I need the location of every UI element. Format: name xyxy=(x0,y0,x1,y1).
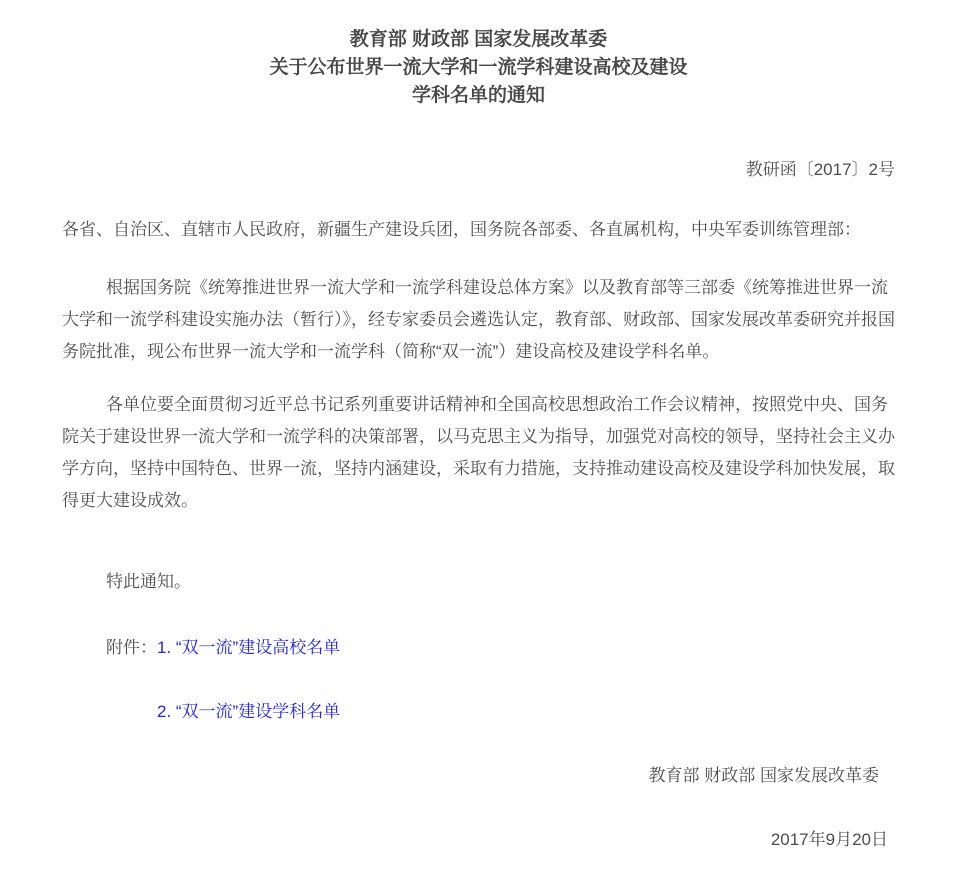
signature: 教育部 财政部 国家发展改革委 xyxy=(648,766,879,785)
attachment-label: 附件： xyxy=(106,638,157,657)
closing-line: 特此通知。 xyxy=(106,572,191,591)
date: 2017年9月20日 xyxy=(770,830,888,849)
doc-title-line-2: 关于公布世界一流大学和一流学科建设高校及建设 xyxy=(269,57,688,78)
attachment-link-disciplines[interactable]: 2. “双一流”建设学科名单 xyxy=(157,702,341,721)
attachment-link-universities[interactable]: 1. “双一流”建设高校名单 xyxy=(157,638,341,657)
doc-title-line-1: 教育部 财政部 国家发展改革委 xyxy=(349,29,608,50)
attachment-line-2 xyxy=(62,696,895,728)
doc-title-line-3: 学科名单的通知 xyxy=(411,85,545,106)
addressee-line: 各省、自治区、直辖市人民政府，新疆生产建设兵团，国务院各部委、各直属机构，中央军委训练管理部： xyxy=(62,220,861,239)
paragraph-requirements: 各单位要全面贯彻习近平总书记系列重要讲话精神和全国高校思想政治工作会议精神，按照党中央、国务院关于建设世界一流大学和一流学科的决策部署，以马克思主义为指导，加强党对高校的领导，坚持社会主义办学方向，坚持中国特色、世界一流，坚持内涵建设，采取有力措施，支持推动建设高校及建设学科加快发展，取得更大建设成效。 xyxy=(62,395,895,510)
attachment-line-1 xyxy=(62,632,895,664)
paragraph-basis: 根据国务院《统筹推进世界一流大学和一流学科建设总体方案》以及教育部等三部委《统筹推进世界一流大学和一流学科建设实施办法（暂行）》，经专家委员会遴选认定，教育部、财政部、国家发展改革委研究并报国务院批准，现公布世界一流大学和一流学科（简称“双一流”）建设高校及建设学科名单。 xyxy=(62,278,895,361)
doc-number: 教研函〔2017〕2号 xyxy=(745,160,895,179)
doc-title xyxy=(62,26,895,110)
